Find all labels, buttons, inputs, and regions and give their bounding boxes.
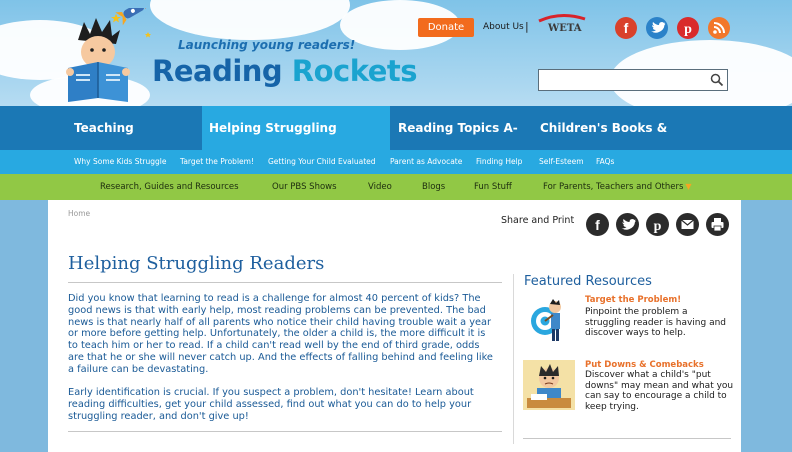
- twitter-icon[interactable]: [646, 17, 668, 39]
- nav-parents-teachers[interactable]: [543, 174, 692, 200]
- cloud-decoration: [150, 0, 350, 40]
- nav-label: Children's Books &: [540, 121, 668, 135]
- svg-text:p: p: [684, 22, 692, 37]
- page-title: Helping Struggling Readers: [68, 253, 325, 274]
- nav-label: For Parents, Teachers and Others: [543, 182, 684, 192]
- facebook-icon[interactable]: [615, 17, 637, 39]
- email-share-icon[interactable]: [676, 213, 699, 236]
- header-separator: |: [525, 20, 529, 33]
- about-us-link[interactable]: About Us: [483, 22, 524, 32]
- breadcrumb-home[interactable]: Home: [68, 209, 91, 218]
- nav-video[interactable]: Video: [368, 182, 392, 192]
- subnav-faqs[interactable]: FAQs: [596, 157, 615, 166]
- featured-link-target-problem[interactable]: Target the Problem!: [585, 295, 682, 305]
- subnav-getting-evaluated[interactable]: Getting Your Child Evaluated: [268, 157, 376, 166]
- nav-childrens-books[interactable]: [530, 106, 730, 150]
- nav-research-guides[interactable]: Research, Guides and Resources: [100, 182, 239, 192]
- subnav-target-problem[interactable]: Target the Problem!: [180, 157, 254, 166]
- secondary-nav: [0, 150, 792, 174]
- primary-nav: [0, 106, 792, 150]
- weta-logo-text: WETA: [548, 23, 582, 34]
- pinterest-icon[interactable]: [677, 17, 699, 39]
- featured-link-put-downs[interactable]: Put Downs & Comebacks: [585, 360, 704, 370]
- search-input[interactable]: [538, 69, 728, 91]
- featured-resources-title: Featured Resources: [524, 274, 652, 289]
- put-downs-thumbnail[interactable]: [523, 360, 575, 410]
- nav-label: Helping Struggling: [209, 121, 337, 135]
- site-tagline: Launching young readers!: [178, 38, 356, 52]
- svg-text:p: p: [653, 219, 662, 234]
- rss-icon[interactable]: [708, 17, 730, 39]
- mascot-reading-boy-logo[interactable]: [64, 8, 154, 104]
- sidebar-divider: [523, 438, 731, 439]
- subnav-why-kids-struggle[interactable]: Why Some Kids Struggle: [74, 157, 167, 166]
- site-header: [0, 0, 792, 106]
- logo-word-reading: Reading: [152, 54, 283, 88]
- subnav-self-esteem[interactable]: Self-Esteem: [539, 157, 584, 166]
- pinterest-share-icon[interactable]: [646, 213, 669, 236]
- subnav-parent-advocate[interactable]: Parent as Advocate: [390, 157, 463, 166]
- twitter-share-icon[interactable]: [616, 213, 639, 236]
- nav-label: Teaching: [74, 121, 134, 135]
- nav-reading-topics[interactable]: [390, 106, 530, 150]
- nav-fun-stuff[interactable]: Fun Stuff: [474, 182, 512, 192]
- featured-desc-put-downs: Discover what a child's "put downs" may mean and what you can say to encourage a child to keep trying.: [585, 370, 734, 412]
- nav-label: Reading Topics A-: [398, 121, 518, 135]
- nav-pbs-shows[interactable]: Our PBS Shows: [272, 182, 337, 192]
- nav-blogs[interactable]: Blogs: [422, 182, 446, 192]
- facebook-share-icon[interactable]: [586, 213, 609, 236]
- share-print-label: Share and Print: [501, 215, 575, 226]
- nav-teaching-reading[interactable]: [66, 106, 202, 150]
- intro-paragraph: Did you know that learning to read is a challenge for almost 40 percent of kids? The good news is that with early help, most reading problems can be prevented. The bad news is that nearly half of all parents who notice their child having trouble wait a year or more before getting help. Unfortunately, the older a child is, the more difficult it is to teach him or her to read. If a child can't read well by the end of third grade, odds are that he or she will never catch up. And the effects of falling behind and feeling like a failure can be devastating.: [68, 293, 493, 375]
- svg-text:f: f: [595, 217, 600, 233]
- title-divider: [68, 282, 502, 283]
- identification-paragraph: Early identification is crucial. If you suspect a problem, don't hesitate! Learn about reading difficulties, get your child assessed, find out what you can do to help your struggling reader, and don't give up!: [68, 387, 474, 422]
- target-problem-thumbnail[interactable]: [523, 295, 575, 345]
- featured-desc-target-problem: Pinpoint the problem a struggling reader is having and discover ways to help.: [585, 307, 726, 339]
- sidebar-separator: [513, 274, 514, 444]
- tertiary-nav: [0, 174, 792, 200]
- nav-helping-struggling-readers[interactable]: [202, 106, 390, 150]
- search-icon[interactable]: [710, 73, 724, 87]
- subnav-finding-help[interactable]: Finding Help: [476, 157, 523, 166]
- donate-button[interactable]: Donate: [418, 18, 474, 37]
- logo-word-rockets: Rockets: [291, 54, 418, 88]
- print-icon[interactable]: [706, 213, 729, 236]
- site-logo[interactable]: [152, 54, 417, 88]
- content-divider: [68, 431, 502, 432]
- dropdown-arrow-icon: ▼: [685, 182, 692, 191]
- svg-text:f: f: [623, 20, 629, 36]
- main-content: [48, 200, 741, 452]
